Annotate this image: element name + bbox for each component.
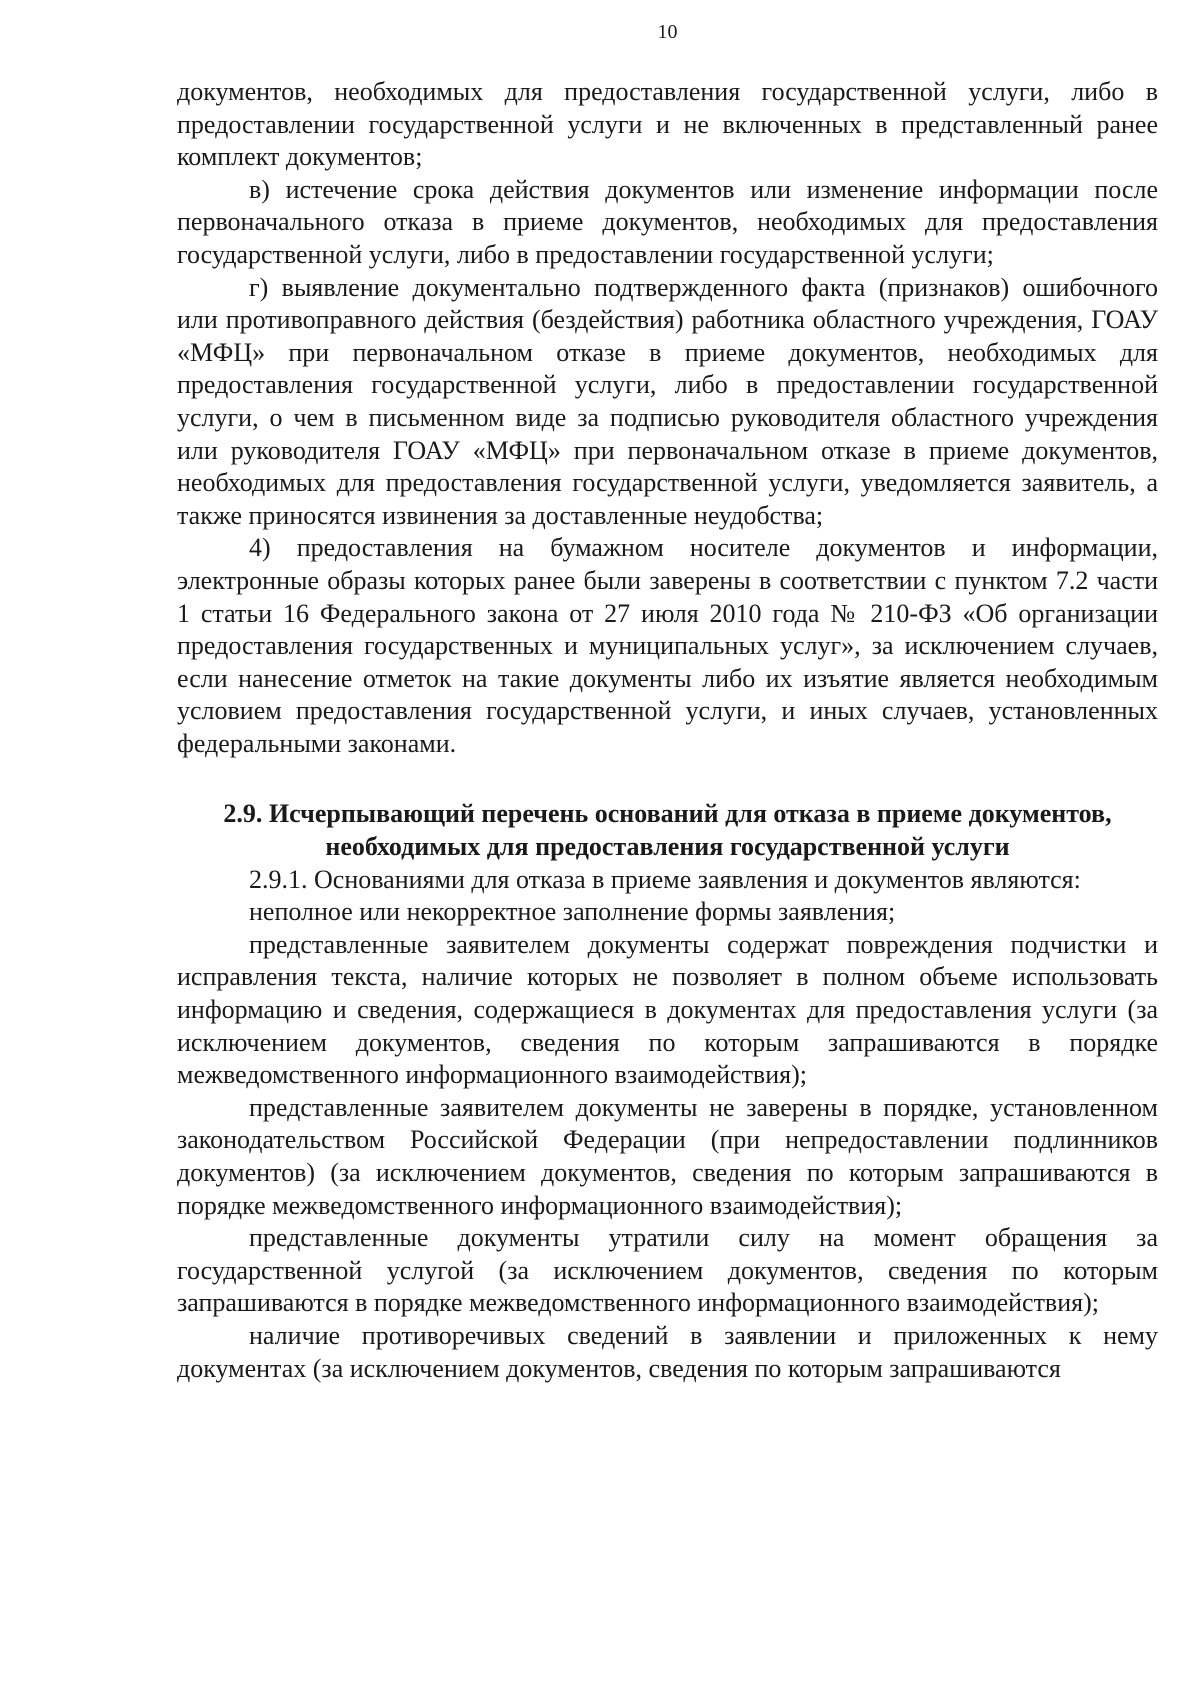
section-heading [177,798,1158,863]
list-item-damaged-documents: представленные заявителем документы содержат повреждения подчистки и исправления текста, наличие которых не позволяет в полном объеме использовать информацию и сведения, содержащиеся в документах для предоставления услуги (за исключением документов, сведения по которым запрашиваются в порядке межведомственного информационного взаимодействия); [177,929,1158,1090]
paragraph-item-g: г) выявление документально подтвержденного факта (признаков) ошибочного или противоправного действия (бездействия) работника областного учреждения, ГОАУ «МФЦ» при первоначальном отказе в приеме документов, необходимых для предоставления государственной услуги, либо в предоставлении государственной услуги, о чем в письменном виде за подписью руководителя областного учреждения или руководителя ГОАУ «МФЦ» при первоначальном отказе в приеме документов, необходимых для предоставления государственной услуги, уведомляется заявитель, а также приносятся извинения за доставленные неудобства; [177,272,1158,530]
document-body [177,76,1158,1385]
paragraph-2-9-1: 2.9.1. Основаниями для отказа в приеме заявления и документов являются: [249,864,1081,894]
section-heading-line-2: необходимых для предоставления государственной услуги [325,832,1010,862]
paragraph-continuation: документов, необходимых для предоставления государственной услуги, либо в предоставлении государственной услуги и не включенных в представленный ранее комплект документов; [177,77,1158,172]
paragraph-item-v: в) истечение срока действия документов или изменение информации после первоначального отказа в приеме документов, необходимых для предоставления государственной услуги, либо в предоставлении государственной услуги; [177,174,1158,269]
list-item-incomplete-form: неполное или некорректное заполнение формы заявления; [249,897,896,927]
page-number: 10 [657,21,678,43]
list-item-contradictory-info: наличие противоречивых сведений в заявлении и приложенных к нему документах (за исключением документов, сведения по которым запрашиваются [177,1320,1158,1383]
list-item-not-certified: представленные заявителем документы не заверены в порядке, установленном законодательством Российской Федерации (при непредоставлении подлинников документов) (за исключением документов, сведения по которым запрашиваются в порядке межведомственного информационного взаимодействия); [177,1092,1158,1220]
section-heading-line-1: 2.9. Исчерпывающий перечень оснований для отказа в приеме документов, [223,799,1112,829]
paragraph-item-4: 4) предоставления на бумажном носителе документов и информации, электронные образы которых ранее были заверены в соответствии с пунктом 7.2 части 1 статьи 16 Федерального закона от 27 июля 2010 года № 210-ФЗ «Об организации предоставления государственных и муниципальных услуг», за исключением случаев, если нанесение отметок на такие документы либо их изъятие является необходимым условием предоставления государственной услуги, и иных случаев, установленных федеральными законами. [177,533,1158,758]
list-item-expired-documents: представленные документы утратили силу на момент обращения за государственной услугой (за исключением документов, сведения по которым запрашиваются в порядке межведомственного информационного взаимодействия); [177,1223,1158,1318]
